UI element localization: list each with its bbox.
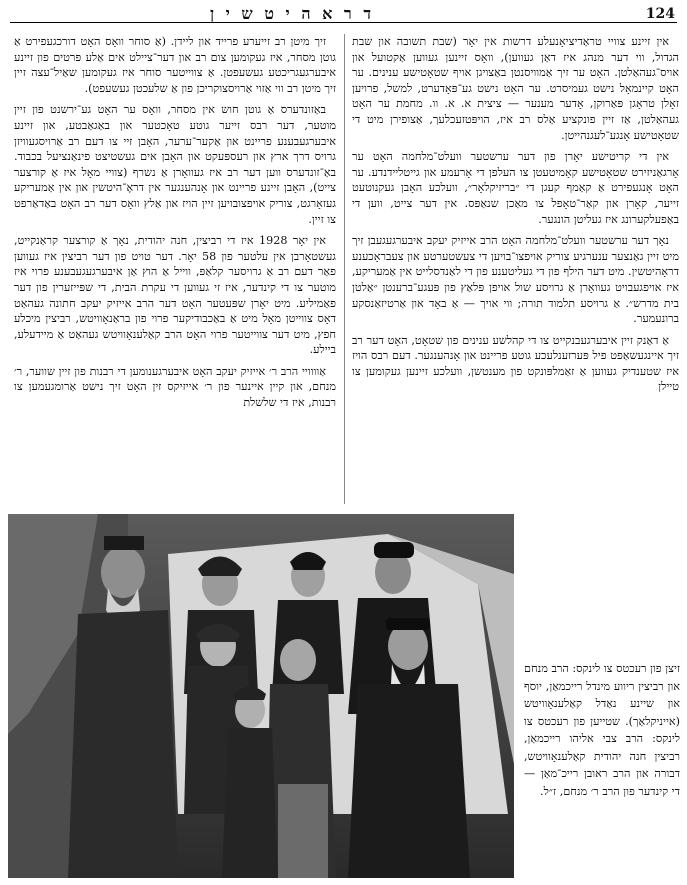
family-photo (8, 514, 514, 878)
header-rule (10, 22, 677, 23)
paragraph: אין די קריטישע יאָרן פון דער ערשטער וועלט־מלחמה האָט ער אָרגאַניזירט שטאָטישע קאָמיטעטן צו העלפן די אָרעמע און גייטליידנדע. ער האָט אָנגעפירט אַ קאַמף קעגן די ״בריזיקלאָר״, וועלכע האָבן געקנוטעט זייער, קאָרן און קאַר־טאָפל צו מאַכן שנאַפּס. אין דער צייט, ווען די באַפעלקערונג איז געליטן הונגער. (352, 150, 679, 226)
text-column-right (352, 34, 679, 401)
paragraph: אַ דאַנק זיין איבערגעבנקייט צו די קהלשע ענינים פון שטאָט, האָט דער רב זיך איינגעשאַפט פיל פּערזענלעכע גוטע פריינט און אָנהענגער. דעם רבס הויז איז שטענדיק געווען אַ זאַמלפּונקט פון מענטשן, וועלכע זיינען געקומען צו טיילן (352, 333, 679, 394)
paragraph: זיך מיטן רב זייערע פרייד און ליידן. (אַ סוחר וואָס האָט דורכגעפירט אַ גוטן מסחר, איז געקומען צום רב און דער־ציילט אים אַלע פּרטים פון זיינע איבערגעגריכטע געשעפטן. אַ צווייטער סוחר איז געקומען שאַיל־עצה זיין זיך מיטן רב ווי אַזוי אַרויסצוקריכן פון אַ שלעכטן געשעפט). (14, 35, 336, 95)
paragraph: אין יאָר 1928 איז די רביצין, חנה יהודית, נאָך אַ קורצער קראַנקייט, געשטאָרבן אין עלטער פון 58 יאָר. דער טויט פון דער רביצין איז געווען פאַר דעם רב אַ גרויסער קלאַפּ, ווייל אַ הוץ אַן איבערגעגעבענע פרוי איז מוטער צו די קינדער, איז זי געווען די עקרת הבית, די שפּייזערין פון דער פאַמיליע. מיט יאָרן שפּעטער האָט דער הרב אייזיק יעקב חתונה געהאַט דאָס צווייטן מאָל מיט אַ באַכבודיקער פרוי פון בראַנאָוויטש, רביצין מיכלע חפץ, מיט דער צווייטער פרוי האָט הרב קאַלענאָוויטש געהאַט אַ מיידעלע, ביילע. (14, 234, 336, 357)
paragraph: אין זיינע צוויי טראַדיציאָנעלע דרשות אין יאָר (שבת תשובה און שבת הגדול, ווי דער מנהג איז דאַן געווען), וואָס זיינען געווען אַקטועל און אויס־געהאַלטן. האָט ער זיך אַמוויסנטן באַצויגן אויף שטאָטישע ענינים. ער האָט קיינמאָל נישט געמיסרט. ער האָט נישט גע־פּאָדערט, למשל, פרויען זאָלן טראָגן פּאַרוקן, אָדער מענער — ציצית א. א. וו. מחמת ער האָט געהאַלטן, אַז זיין פונקציע אַלס רב איז, הויפּטזעכלעך, אַצופירן מיט די שטאָטישע אָנגע־לעגנהייטן. (352, 35, 679, 142)
photo-caption: זיצן פון רעכטס צו לינקס: הרב מנחם און רביצין ריווע מינדל רייכמאַן, יוסף און שיינע נאַדל קאַלענאָוויטש (אייניקלאַך). שטייען פון רעכטס צו לינקס: הרב צבי אליהו רייכמאַן, רביצין חנה יהודית קאַלענאָוויטש, דבורה און הרב ראובן רייכ־מאַן — די קינדער פון הרב ר׳ מנחם, ז״ל. (524, 662, 680, 798)
text-column-left (14, 34, 336, 417)
paragraph: נאָך דער ערשטער וועלט־מלחמה האָט הרב אייזיק יעקב איבערגעגעבן זיך מיט זיין גאַנצער ענערגיע צוריק אויפצו־בויען די צעשטערטע און צעבראָכענע דראָהיטשין. מיט דער הילף פון די געליטענע פון די לאַנדסלייט אין אַמעריקע, איז אויפגעבויט געוואָרן אַ גרויסע שול אויפן פּלאַץ פון פּעגע־ברענטן ״אַלטן בית מדרש״. אַ גרויסע תלמוד תורה; ווי אויך — אַ באָד און אַרטיזאַנסקע ברונעמער. (352, 234, 679, 326)
paragraph: אַוווויי הרב ר׳ אייזיק יעקב האָט איבערגענומען די רבנות פון זיין שווער, ר׳ מנחם, און קיין איינער פון ר׳ אייזיקס זין האָט זיך נישט אַרומגעמען צו רבנות, איז די שלשלת (14, 364, 336, 410)
column-divider (344, 34, 345, 504)
running-title: ד ר א ה י ט ש י ן (210, 4, 375, 23)
page-number: 124 (645, 6, 675, 22)
paragraph: באַזונדערס אַ גוטן חוש אין מסחר, וואָס ער האָט גע־ירשנט פון זיין מוטער, דער רבס זייער גוטע טאָכטער און באַגאַבטע, און זיינע איבערגעבענע פריינט און אַקער־ערער, האָבן זיי צו דעם רב אַרויסגעוויזן גרויס דרך ארץ און רעספּעקט און האָבן אים געשטיצט פינאַנציעל בכבוד. באַ־זונדערס ווען דער רב איז געוואָרן אַ נשרף (צוויי מאָל איז אַ קורצער צייט), האָבן זיינע פריינט און אָנהענגער אין דראָ־היטשין און אין אַמעריקע געזאָרגט, צוריק אויפצובויען זיין הויז און אַלץ וואָס דער רב האָט באַדאַרפט צו זיין. (14, 103, 336, 226)
